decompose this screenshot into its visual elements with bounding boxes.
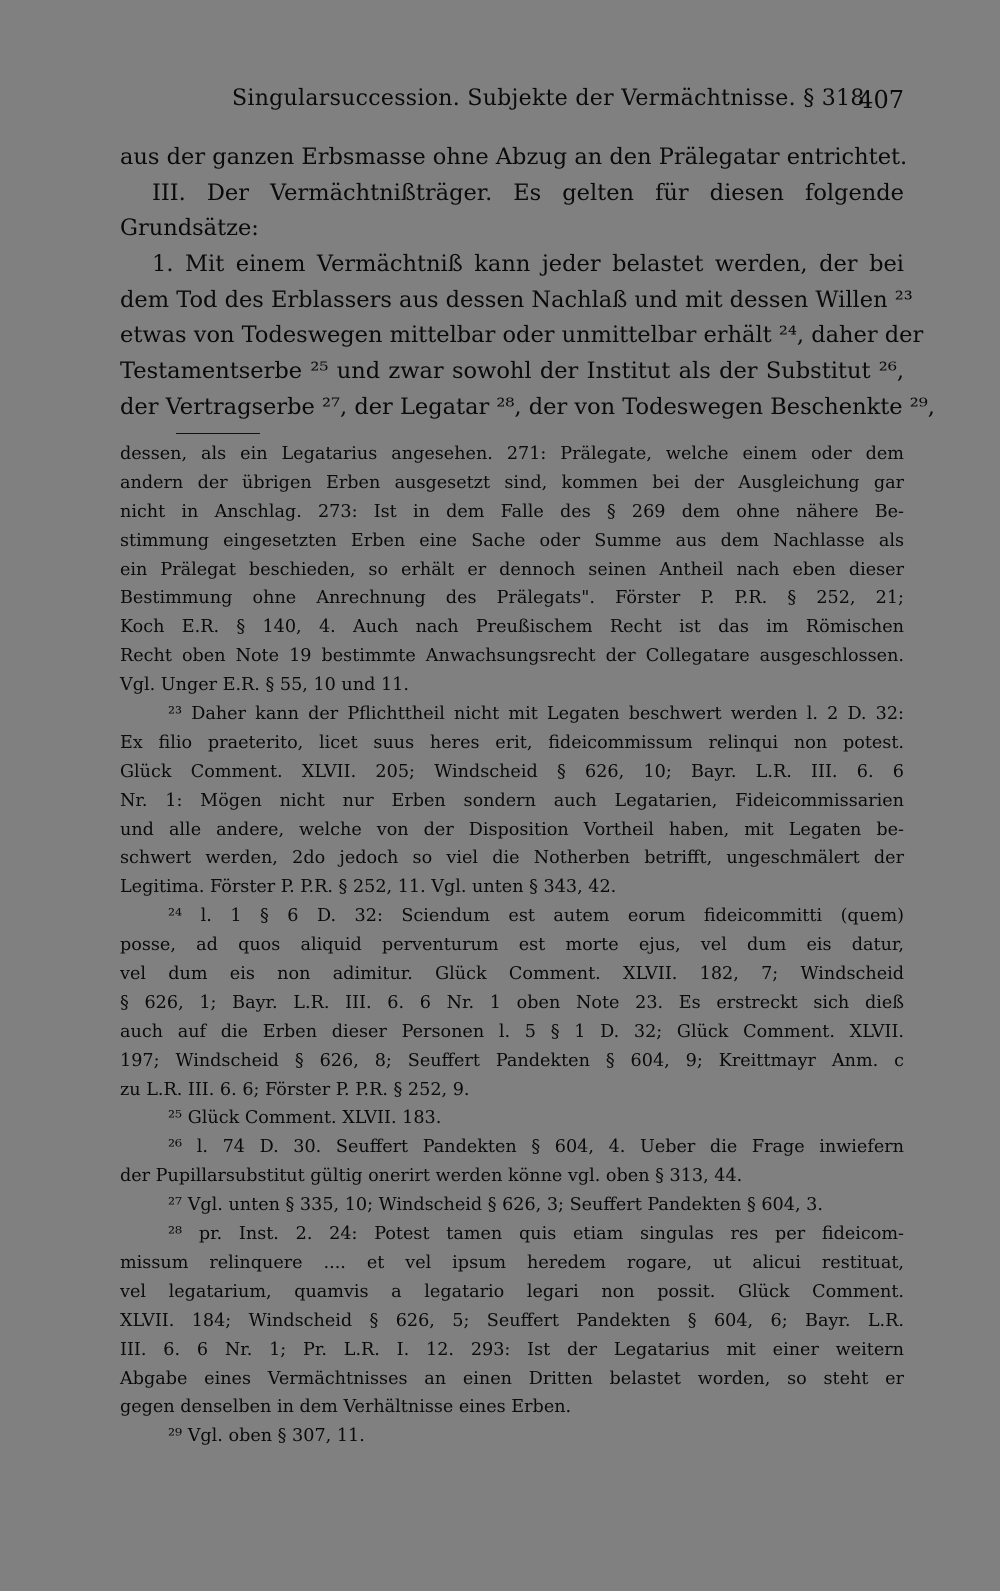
footnotes: [120, 440, 904, 1451]
footnote-line: § 626, 1; Bayr. L.R. III. 6. 6 Nr. 1 oben Note 23. Es erstreckt sich dieß: [120, 992, 904, 1013]
footnote-line: Nr. 1: Mögen nicht nur Erben sondern auch Legatarien, Fideicommissarien: [120, 790, 904, 811]
body-line: dem Tod des Erblassers aus dessen Nachlaß und mit dessen Willen ²³: [120, 286, 913, 313]
footnote-line: Ex filio praeterito, licet suus heres erit, fideicommissum relinqui non potest.: [120, 732, 904, 753]
footnote-line: ²⁶ l. 74 D. 30. Seuffert Pandekten § 604, 4. Ueber die Frage inwiefern: [168, 1137, 904, 1158]
footnote-line: schwert werden, 2do jedoch so viel die Notherben betrifft, ungeschmälert der: [120, 848, 904, 869]
footnote-line: ein Prälegat beschieden, so erhält er dennoch seinen Antheil nach eben dieser: [120, 559, 904, 580]
footnote-line: ²⁹ Vgl. oben § 307, 11.: [168, 1426, 365, 1447]
footnote-line: ²⁵ Glück Comment. XLVII. 183.: [168, 1108, 442, 1129]
footnote-line: Glück Comment. XLVII. 205; Windscheid § 626, 10; Bayr. L.R. III. 6. 6: [120, 761, 904, 782]
body-line: III. Der Vermächtnißträger. Es gelten für diesen folgende: [152, 179, 904, 206]
footnote-line: III. 6. 6 Nr. 1; Pr. L.R. I. 12. 293: Ist der Legatarius mit einer weitern: [120, 1339, 904, 1360]
footnote-line: zu L.R. III. 6. 6; Förster P. P.R. § 252, 9.: [120, 1079, 470, 1100]
body-line: Testamentserbe ²⁵ und zwar sowohl der Institut als der Substitut ²⁶,: [120, 358, 904, 385]
body-line: aus der ganzen Erbsmasse ohne Abzug an den Prälegatar entrichtet.: [120, 144, 908, 170]
footnote-line: posse, ad quos aliquid perventurum est morte ejus, vel dum eis datur,: [120, 935, 904, 956]
footnote-line: ²⁸ pr. Inst. 2. 24: Potest tamen quis etiam singulas res per fideicom-: [168, 1224, 904, 1245]
footnote-line: ²⁷ Vgl. unten § 335, 10; Windscheid § 626, 3; Seuffert Pandekten § 604, 3.: [168, 1195, 823, 1216]
running-head: Singularsuccession. Subjekte der Vermächtnisse. § 318.: [232, 86, 872, 111]
footnote-line: XLVII. 184; Windscheid § 626, 5; Seuffert Pandekten § 604, 6; Bayr. L.R.: [120, 1310, 904, 1331]
footnote-line: ²⁴ l. 1 § 6 D. 32: Sciendum est autem eorum fideicommitti (quem): [168, 906, 904, 927]
footnote-line: 197; Windscheid § 626, 8; Seuffert Pandekten § 604, 9; Kreittmayr Anm. c: [120, 1050, 904, 1071]
footnote-line: Koch E.R. § 140, 4. Auch nach Preußischem Recht ist das im Römischen: [120, 617, 904, 638]
footnote-line: Legitima. Förster P. P.R. § 252, 11. Vgl. unten § 343, 42.: [120, 877, 617, 898]
footnote-line: vel dum eis non adimitur. Glück Comment. XLVII. 182, 7; Windscheid: [120, 964, 904, 985]
footnote-line: gegen denselben in dem Verhältnisse eines Erben.: [120, 1397, 572, 1418]
body-line: Grundsätze:: [120, 215, 259, 242]
footnote-line: vel legatarium, quamvis a legatario legari non possit. Glück Comment.: [120, 1281, 904, 1302]
footnote-line: andern der übrigen Erben ausgesetzt sind, kommen bei der Ausgleichung gar: [120, 472, 904, 493]
footnote-line: der Pupillarsubstitut gültig onerirt werden könne vgl. oben § 313, 44.: [120, 1166, 743, 1187]
footnote-line: und alle andere, welche von der Disposition Vortheil haben, mit Legaten be-: [120, 819, 904, 840]
footnote-line: dessen, als ein Legatarius angesehen. 271: Prälegate, welche einem oder dem: [120, 444, 904, 464]
body-line: der Vertragserbe ²⁷, der Legatar ²⁸, der von Todeswegen Beschenkte ²⁹,: [120, 393, 935, 420]
footnote-separator: [176, 433, 260, 434]
main-text: [120, 140, 935, 426]
footnote-line: stimmung eingesetzten Erben eine Sache oder Summe aus dem Nachlasse als: [120, 530, 904, 551]
body-line: etwas von Todeswegen mittelbar oder unmittelbar erhält ²⁴, daher der: [120, 322, 924, 349]
footnote-line: Recht oben Note 19 bestimmte Anwachsungsrecht der Collegatare ausgeschlossen.: [120, 646, 904, 667]
footnote-line: Bestimmung ohne Anrechnung des Prälegats". Förster P. P.R. § 252, 21;: [120, 588, 904, 609]
footnote-line: auch auf die Erben dieser Personen l. 5 § 1 D. 32; Glück Comment. XLVII.: [120, 1021, 904, 1042]
footnote-line: Abgabe eines Vermächtnisses an einen Dritten belastet worden, so steht er: [120, 1368, 904, 1389]
footnote-line: missum relinquere .... et vel ipsum heredem rogare, ut alicui restituat,: [120, 1252, 904, 1273]
footnote-line: nicht in Anschlag. 273: Ist in dem Falle des § 269 dem ohne nähere Be-: [120, 501, 904, 522]
page-number: 407: [858, 86, 904, 114]
footnote-line: Vgl. Unger E.R. § 55, 10 und 11.: [120, 675, 409, 696]
body-line: 1. Mit einem Vermächtniß kann jeder belastet werden, der bei: [152, 251, 904, 278]
page-header: [0, 86, 1000, 120]
footnote-line: ²³ Daher kann der Pflichttheil nicht mit Legaten beschwert werden l. 2 D. 32:: [168, 704, 904, 725]
